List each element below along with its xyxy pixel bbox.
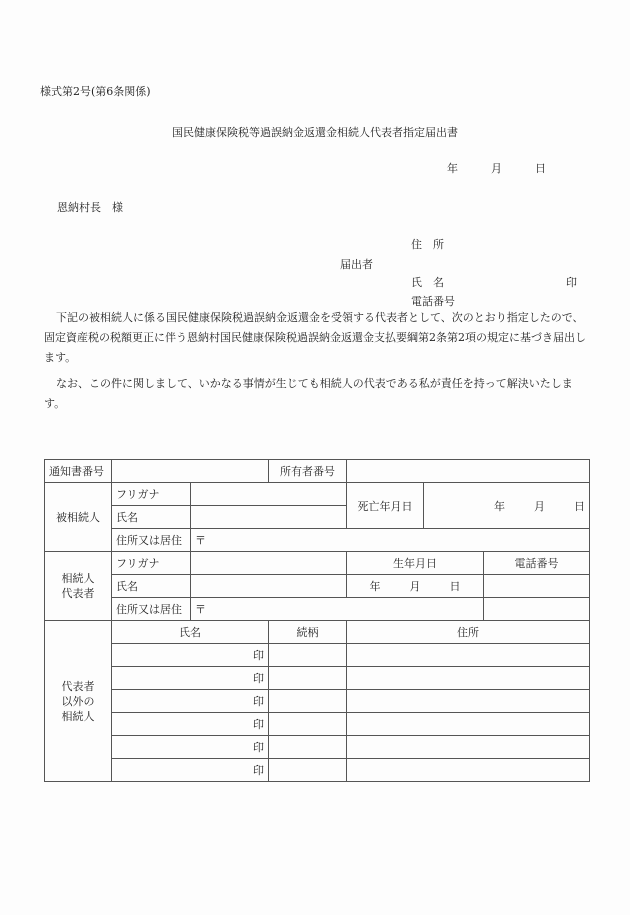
col-header-name: 氏名 [112,621,269,644]
owner-number-field[interactable] [347,460,590,483]
heir-address-field[interactable] [347,736,590,759]
heir-name-field[interactable] [112,690,269,713]
heir-form-table [44,459,590,782]
seal-mark: 印 [253,741,264,754]
body-paragraph-1: 下記の被相続人に係る国民健康保険税過誤納金返還金を受領する代表者として、次のとおり指定したので、固定資産税の税額更正に伴う恩納村国民健康保険税過誤納金返還金支払要綱第2条第2項の規定に基づき届出します。 [44,311,586,364]
birth-date-field[interactable] [347,575,484,598]
col-header-relation: 続柄 [269,621,347,644]
decedent-furigana-label: フリガナ [112,483,191,506]
heir-name-field[interactable] [112,759,269,782]
rep-furigana-row [45,552,590,575]
applicant-name-label: 氏 名 [411,276,444,289]
submission-date [447,160,546,176]
death-date-label: 死亡年月日 [347,483,424,529]
applicant-seal: 印 [566,276,577,289]
rep-name-label: 氏名 [112,575,191,598]
applicant-label: 届出者 [340,258,373,271]
body-paragraph-2: なお、この件に関しまして、いかなる事情が生じても相続人の代表である私が責任を持って解決いたします。 [44,377,573,410]
seal-mark: 印 [253,718,264,731]
heir-name-field[interactable] [112,667,269,690]
decedent-furigana-field[interactable] [191,483,347,506]
rep-address-label: 住所又は居住 [112,598,191,621]
addressee: 恩納村長 様 [57,201,123,214]
other-group-line2: 以外の [61,694,95,708]
other-heirs-header-row [45,621,590,644]
decedent-address-field[interactable] [191,529,590,552]
heir-address-field[interactable] [347,667,590,690]
death-date-field[interactable] [424,483,590,529]
seal-mark: 印 [253,672,264,685]
other-heirs-group-label [45,621,112,782]
form-number: 様式第2号(第6条関係) [40,85,151,98]
notice-number-field[interactable] [112,460,269,483]
seal-mark: 印 [253,764,264,777]
seal-mark: 印 [253,695,264,708]
death-date-month: 月 [534,499,545,513]
heir-row [45,667,590,690]
applicant-address-label: 住 所 [411,238,444,251]
date-year: 年 [447,162,458,175]
rep-furigana-label: フリガナ [112,552,191,575]
heir-address-field[interactable] [347,644,590,667]
heir-address-field[interactable] [347,690,590,713]
birth-date-month: 月 [409,580,421,593]
rep-name-field[interactable] [191,575,347,598]
rep-phone-field[interactable] [484,575,590,598]
col-header-address: 住所 [347,621,590,644]
other-group-line3: 相続人 [61,709,95,723]
decedent-address-label: 住所又は居住 [112,529,191,552]
rep-phone-label: 電話番号 [484,552,590,575]
heir-relation-field[interactable] [269,667,347,690]
heir-relation-field[interactable] [269,759,347,782]
heir-row [45,759,590,782]
seal-mark: 印 [253,649,264,662]
decedent-address-row [45,529,590,552]
rep-address-field[interactable] [191,598,484,621]
heir-row [45,736,590,759]
heir-relation-field[interactable] [269,690,347,713]
applicant-phone-label: 電話番号 [411,295,455,308]
rep-address-row [45,598,590,621]
heir-row [45,690,590,713]
rep-group-line2: 代表者 [61,587,95,600]
rep-phone-field-2[interactable] [484,598,590,621]
representative-group-label [45,552,112,621]
death-date-day: 日 [574,499,585,513]
date-day: 日 [535,162,546,175]
rep-name-row [45,575,590,598]
notice-row [45,460,590,483]
decedent-group-label: 被相続人 [45,483,112,552]
birth-date-year: 年 [369,580,381,593]
heir-address-field[interactable] [347,759,590,782]
heir-address-field[interactable] [347,713,590,736]
heir-relation-field[interactable] [269,713,347,736]
rep-furigana-field[interactable] [191,552,347,575]
heir-row [45,644,590,667]
heir-row [45,713,590,736]
date-month: 月 [491,162,502,175]
heir-relation-field[interactable] [269,644,347,667]
heir-name-field[interactable] [112,736,269,759]
birth-date-label: 生年月日 [347,552,484,575]
death-date-year: 年 [494,499,505,513]
heir-name-field[interactable] [112,713,269,736]
other-group-line1: 代表者 [61,679,95,693]
notice-number-label: 通知書番号 [45,460,112,483]
heir-relation-field[interactable] [269,736,347,759]
document-title: 国民健康保険税等過誤納金返還金相続人代表者指定届出書 [172,126,458,139]
decedent-furigana-row [45,483,590,506]
rep-group-line1: 相続人 [61,572,95,585]
owner-number-label: 所有者番号 [269,460,347,483]
heir-name-field[interactable] [112,644,269,667]
decedent-name-label: 氏名 [112,506,191,529]
postal-mark-icon: 〒 [195,534,206,547]
postal-mark-icon: 〒 [195,603,206,616]
decedent-name-field[interactable] [191,506,347,529]
birth-date-day: 日 [449,580,461,593]
